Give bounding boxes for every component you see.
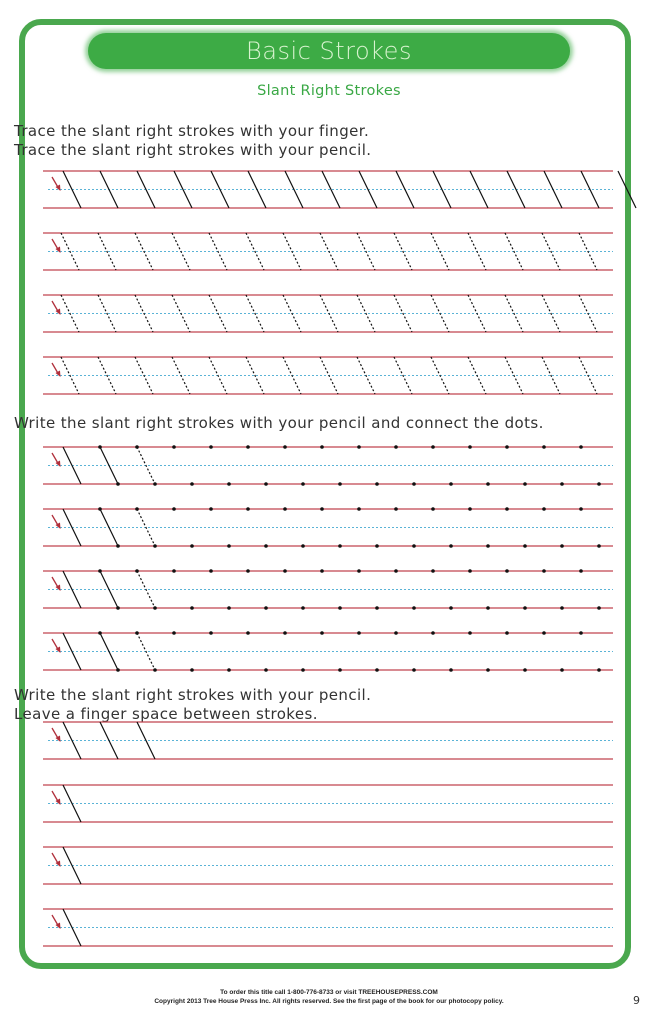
writing-guide-lines <box>43 847 613 887</box>
free-write-row[interactable] <box>43 722 613 762</box>
start-arrow-icon <box>52 177 61 191</box>
section-1-instructions <box>14 122 371 160</box>
start-arrow-icon <box>52 853 61 867</box>
solid-stroke <box>100 571 118 608</box>
solid-stroke <box>396 171 414 208</box>
instruction-line: Leave a finger space between strokes. <box>14 705 318 723</box>
writing-guide-lines <box>43 571 613 611</box>
section-3-instructions <box>14 686 371 724</box>
page-title: Basic Strokes <box>246 37 412 65</box>
writing-guide-lines <box>43 295 613 335</box>
start-arrow-icon <box>52 239 61 253</box>
writing-guide-lines <box>43 233 613 273</box>
solid-stroke <box>100 722 118 759</box>
page-number: 9 <box>633 994 640 1007</box>
trace-row[interactable] <box>43 233 613 273</box>
writing-guide-lines <box>43 785 613 825</box>
solid-stroke <box>544 171 562 208</box>
solid-stroke <box>100 509 118 546</box>
solid-stroke <box>100 171 118 208</box>
footer-order-line: To order this title call 1-800-776-8733 or visit TREEHOUSEPRESS.COM <box>220 989 438 996</box>
trace-row[interactable] <box>43 171 613 211</box>
trace-row[interactable] <box>43 295 613 335</box>
connect-dots-row[interactable] <box>43 447 613 487</box>
dashed-trace-stroke <box>172 295 190 332</box>
start-arrow-icon <box>52 639 61 653</box>
page-border <box>19 19 631 969</box>
start-arrow-icon <box>52 915 61 929</box>
trace-row[interactable] <box>43 357 613 397</box>
instruction-line: Trace the slant right strokes with your pencil. <box>14 141 372 159</box>
free-write-row[interactable] <box>43 909 613 949</box>
start-arrow-icon <box>52 791 61 805</box>
instruction-line: Write the slant right strokes with your pencil and connect the dots. <box>14 414 544 432</box>
dashed-trace-stroke <box>320 233 338 270</box>
writing-guide-lines <box>43 633 613 673</box>
instruction-line: Write the slant right strokes with your pencil. <box>14 686 372 704</box>
start-arrow-icon <box>52 515 61 529</box>
footer <box>0 988 658 1006</box>
page-subtitle: Slant Right Strokes <box>257 83 401 99</box>
connect-dots-row[interactable] <box>43 571 613 611</box>
dashed-trace-stroke <box>172 357 190 394</box>
dashed-trace-stroke <box>320 357 338 394</box>
connect-dots-row[interactable] <box>43 633 613 673</box>
writing-guide-lines <box>43 509 613 549</box>
writing-guide-lines <box>43 171 613 211</box>
writing-guide-lines <box>43 447 613 487</box>
writing-guide-lines <box>43 357 613 397</box>
footer-copyright-line: Copyright 2013 Tree House Press Inc. All rights reserved. See the first page of the book for our photocopy policy. <box>154 998 504 1005</box>
writing-guide-lines <box>43 722 613 762</box>
solid-stroke <box>100 447 118 484</box>
instruction-line: Trace the slant right strokes with your finger. <box>14 122 370 140</box>
start-arrow-icon <box>52 301 61 315</box>
free-write-row[interactable] <box>43 785 613 825</box>
title-banner <box>88 33 570 69</box>
start-arrow-icon <box>52 728 61 742</box>
start-arrow-icon <box>52 453 61 467</box>
connect-dots-row[interactable] <box>43 509 613 549</box>
solid-stroke <box>100 633 118 670</box>
start-arrow-icon <box>52 577 61 591</box>
free-write-row[interactable] <box>43 847 613 887</box>
dashed-trace-stroke <box>468 295 486 332</box>
dashed-trace-stroke <box>172 233 190 270</box>
section-2-instructions <box>14 414 544 433</box>
dashed-trace-stroke <box>468 357 486 394</box>
dashed-trace-stroke <box>320 295 338 332</box>
dashed-trace-stroke <box>468 233 486 270</box>
solid-stroke <box>248 171 266 208</box>
start-arrow-icon <box>52 363 61 377</box>
writing-guide-lines <box>43 909 613 949</box>
